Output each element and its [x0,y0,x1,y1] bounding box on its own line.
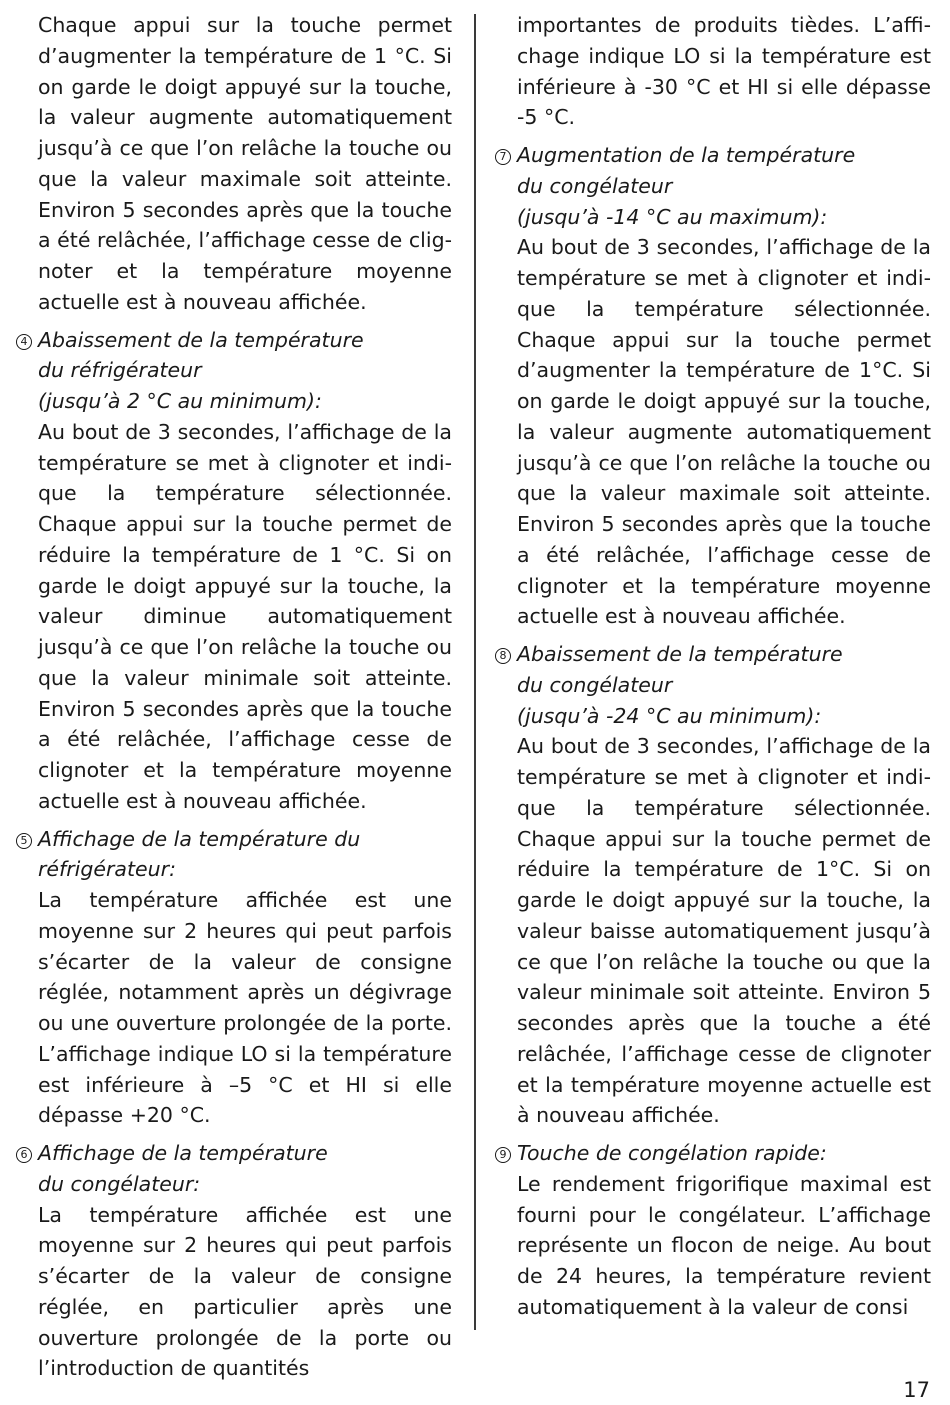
item-text: Au bout de 3 secondes, l’affichage de la température se met à clignoter et indique la température sélectionnée. Chaque appui sur la touche permet de réduire la température de 1°C. Si on garde le doigt appuyé sur la touche, la valeur baisse automatiquement jusqu’à ce que l’on relâche la touche ou que la valeur minimale soit atteinte. Environ 5 secondes après que la touche a été relâchée, l’affichage cesse de clignoter et la température moyenne actuelle est à nouveau affichée. [517,734,931,1128]
heading-line: Abaissement de la température [38,327,364,352]
heading-line: (jusqu’à 2 °C au minimum): [38,389,322,413]
heading-line: du congélateur: [38,1171,201,1196]
heading-line: Abaissement de la température [517,642,843,666]
item-fridge-temp-down [20,325,452,817]
heading-line: du congélateur [517,672,673,697]
heading-line: du réfrigérateur [38,358,202,383]
item-heading [499,639,931,731]
heading-line: (jusqu’à -14 °C au maximum): [517,204,828,229]
circled-number-6: 6 [16,1147,32,1163]
item-freezer-temp-up [499,140,931,632]
heading-line: (jusqu’à -24 °C au minimum): [517,703,822,728]
circled-number-5: 5 [16,833,32,849]
item-text: Au bout de 3 secondes, l’affichage de la température se met à clignoter et indique la température sélectionnée. Chaque appui sur la touche permet d’augmenter la température de 1°C. Si on garde le doigt appuyé sur la touche, la valeur augmente automatiquement jusqu’à ce que l’on relâche la touche ou que la valeur maximale soit atteinte. Environ 5 secondes après que la touche a été relâchée, l’affichage cesse de clignoter et la température moyenne actuelle est à nouveau affichée. [517,235,931,629]
item-text: La température affichée est une moyenne sur 2 heures qui peut parfois s’écarter de la valeur de consigne réglée, notamment après un dégivrage ou une ouverture prolongée de la porte. L’affichage indique LO si la température est inférieure à –5 °C et HI si elle dépasse +20 °C. [38,888,452,1128]
heading-line: Affichage de la température du [38,826,361,851]
page-number: 17 [903,1378,930,1402]
right-column [499,10,931,1323]
item-heading [20,1138,452,1200]
item-heading [499,1138,931,1169]
heading-line: Touche de congélation rapide: [517,1141,827,1165]
circled-number-7: 7 [495,149,511,165]
continued-paragraph: importantes de produits tièdes. L’affichage indique LO si la température est inférieure à -30 °C et HI si elle dépasse -5 °C. [517,13,931,130]
item-freezer-temp-display [20,1138,452,1384]
heading-line: réfrigérateur: [38,857,176,882]
column-divider [474,14,476,1330]
heading-line: du congélateur [517,173,673,198]
item-quick-freeze [499,1138,931,1323]
item-heading [20,824,452,886]
item-heading [20,325,452,417]
item-text: Le rendement frigorifique maximal est fourni pour le congélateur. L’affichage représente un flocon de neige. Au bout de 24 heures, la température revient automatiquement à la valeur de consi [517,1171,931,1319]
item-freezer-temp-down [499,639,931,1131]
circled-number-4: 4 [16,334,32,350]
item-text: Au bout de 3 secondes, l’affichage de la température se met à clignoter et indique la température sélectionnée. Chaque appui sur la touche permet de réduire la température de 1 °C. Si on garde le doigt appuyé sur la touche, la valeur diminue automatiquement jusqu’à ce que l’on relâche la touche ou que la valeur minimale soit atteinte. Environ 5 secondes après que la touche a été relâchée, l’affichage cesse de clignoter et la température moyenne actuelle est à nouveau affichée. [38,419,452,813]
intro-paragraph: Chaque appui sur la touche permet d’augmenter la température de 1 °C. Si on garde le doigt appuyé sur la touche, la valeur augmente automatiquement jusqu’à ce que l’on relâche la touche ou que la valeur maximale soit atteinte. Environ 5 secondes après que la touche a été relâchée, l’affichage cesse de clignoter et la température moyenne actuelle est à nouveau affichée. [38,13,452,314]
heading-line: Affichage de la température [38,1141,328,1165]
circled-number-8: 8 [495,648,511,664]
left-column [20,10,452,1384]
heading-line: Augmentation de la température [517,143,856,167]
circled-number-9: 9 [495,1147,511,1163]
item-fridge-temp-display [20,824,452,1132]
item-text: La température affichée est une moyenne sur 2 heures qui peut parfois s’écarter de la valeur de consigne réglée, en particulier après une ouverture prolongée de la porte ou l’introduction de quantités [38,1202,452,1381]
item-heading [499,140,931,232]
